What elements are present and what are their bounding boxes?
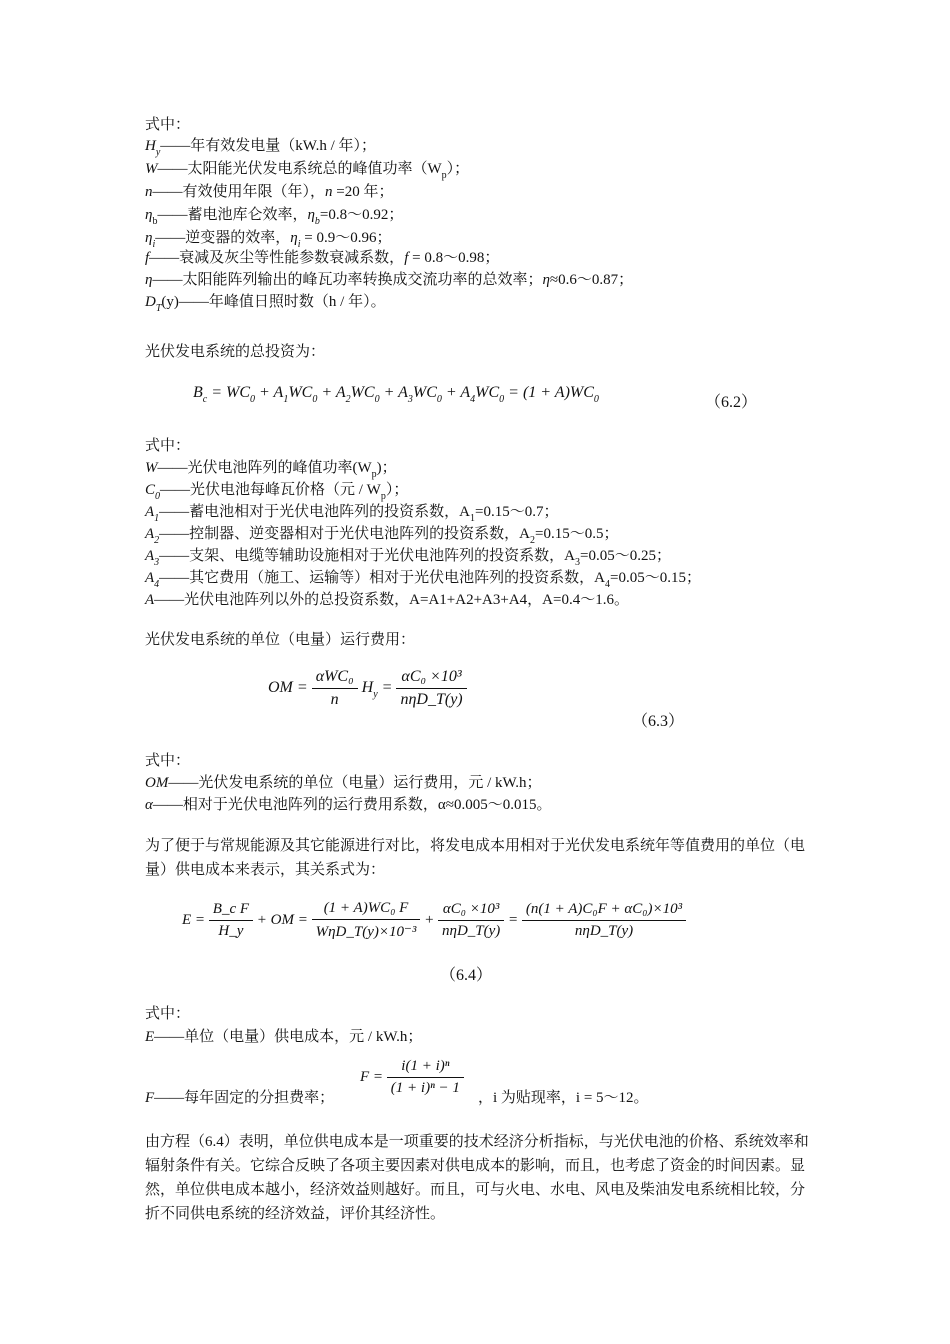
equation-number-6-3: （6.3） (632, 713, 685, 730)
def-row-eta-b: $\eta_b——$蓄电池库仑效率，$\eta_b=0.8\sim 0.92$； (145, 207, 404, 227)
def-row-A3: $A_3——$支架、电缆等辅助设施相对于光伏电池阵列的投资系数，$A_3=0.05\sim 0.25$； (145, 548, 671, 568)
def-row-eta-i: $\eta_i——$逆变器的效率，$\eta_i$ = 0.9～0.96； (145, 230, 392, 250)
where-label-4: 式中： (145, 1006, 191, 1022)
def-row-eta: η——太阳能阵列输出的峰瓦功率转换成交流功率的总效率；η≈0.6～0.87； (145, 272, 634, 288)
def-row-A: A——光伏电池阵列以外的总投资系数，A=A1+A2+A3+A4，A=0.4～1.6。 (145, 592, 629, 608)
compare-paragraph: 为了便于与常规能源及其它能源进行对比，将发电成本用相对于光伏发电系统年等值费用的单位（电量）供电成本来表示，其关系式为： (145, 838, 806, 878)
def-row-f: f——衰减及灰尘等性能参数衰减系数，f = 0.8～0.98； (145, 250, 500, 266)
formula-F: F = $\frac{\text{i(1 + i)ⁿ}}{\text{(1 + i)ⁿ − 1}}$ (360, 1058, 464, 1097)
discount-rate-note: ，i 为贴现率，i = 5～12。 (478, 1090, 649, 1106)
equation-6-2: $B_c = WC_0 + A_1WC_0 + A_2WC_0 + A_3WC_0 + A_4WC_0 = (1 + A)WC_0$ (193, 384, 599, 405)
where-label-2: 式中： (145, 438, 191, 454)
where-label-1: 式中： (145, 117, 191, 133)
def-row-W2: W——光伏电池阵列的峰值功率$(W_p)$； (145, 460, 397, 480)
equation-6-4: E = $\frac{\text{B\_c F}}{H\_y}$ + OM = $\frac{\text{(1 + A)WC₀ F}}{\text{WηD\_T(y)×10⁻³}}$ + $\frac{\text{αC₀ ×10³}}{\text{nηD\_T(y)}}$ = $\frac{\text{(n(1 + A)C₀F + αC₀)×10³}}{\text{nηD\_T(y)}}$ (182, 900, 686, 941)
invest-intro: 光伏发电系统的总投资为： (145, 344, 326, 360)
where-label-3: 式中： (145, 753, 191, 769)
def-row-F: F——每年固定的分担费率； (145, 1090, 335, 1106)
def-row-A4: $A_4——$其它费用（施工、运输等）相对于光伏电池阵列的投资系数，$A_4=0.05\sim 0.15$； (145, 570, 701, 590)
equation-number-6-2: （6.2） (705, 394, 758, 411)
def-row-A1: $A_1——$蓄电池相对于光伏电池阵列的投资系数，$A_1=0.15\sim 0.7$； (145, 504, 559, 524)
def-row-C0: $C_0——$光伏电池每峰瓦价格（元 / $W_p$）； (145, 482, 409, 502)
def-row-A2: $A_2——$控制器、逆变器相对于光伏电池阵列的投资系数，$A_2=0.15\sim 0.5$； (145, 526, 619, 546)
equation-number-6-4: （6.4） (440, 967, 493, 984)
def-row-OM: OM——光伏发电系统的单位（电量）运行费用，元 / kW.h； (145, 775, 542, 791)
equation-6-3: OM = $\frac{\text{αWC₀}}{n}$ $H_y$ = $\frac{\text{αC₀ ×10³}}{\text{nηD\_T(y)}}$ (268, 668, 467, 709)
def-row-E: E——单位（电量）供电成本，元 / kW.h； (145, 1029, 423, 1045)
def-row-W: W——太阳能光伏发电系统总的峰值功率$(W_p)$； (145, 161, 470, 181)
def-row-alpha: α——相对于光伏电池阵列的运行费用系数，α≈0.005～0.015。 (145, 797, 552, 813)
def-row-DT: $D_T(y)——$年峰值日照时数（h / 年）。 (145, 294, 386, 314)
conclusion-paragraph: 由方程（6.4）表明，单位供电成本是一项重要的技术经济分析指标，与光伏电池的价格、系统效率和辐射条件有关。它综合反映了各项主要因素对供电成本的影响，而且，也考虑了资金的时间因素。显然，单位供电成本越小，经济效益则越好。而且，可与火电、水电、风电及柴油发电系统相比较，分折不同供电系统的经济效益，评价其经济性。 (145, 1134, 809, 1222)
def-row-n: n——有效使用年限（年），n =20 年； (145, 184, 394, 200)
def-row-Hy: $H_y——$年有效发电量（kW.h / 年）； (145, 138, 376, 158)
om-intro: 光伏发电系统的单位（电量）运行费用： (145, 632, 416, 648)
